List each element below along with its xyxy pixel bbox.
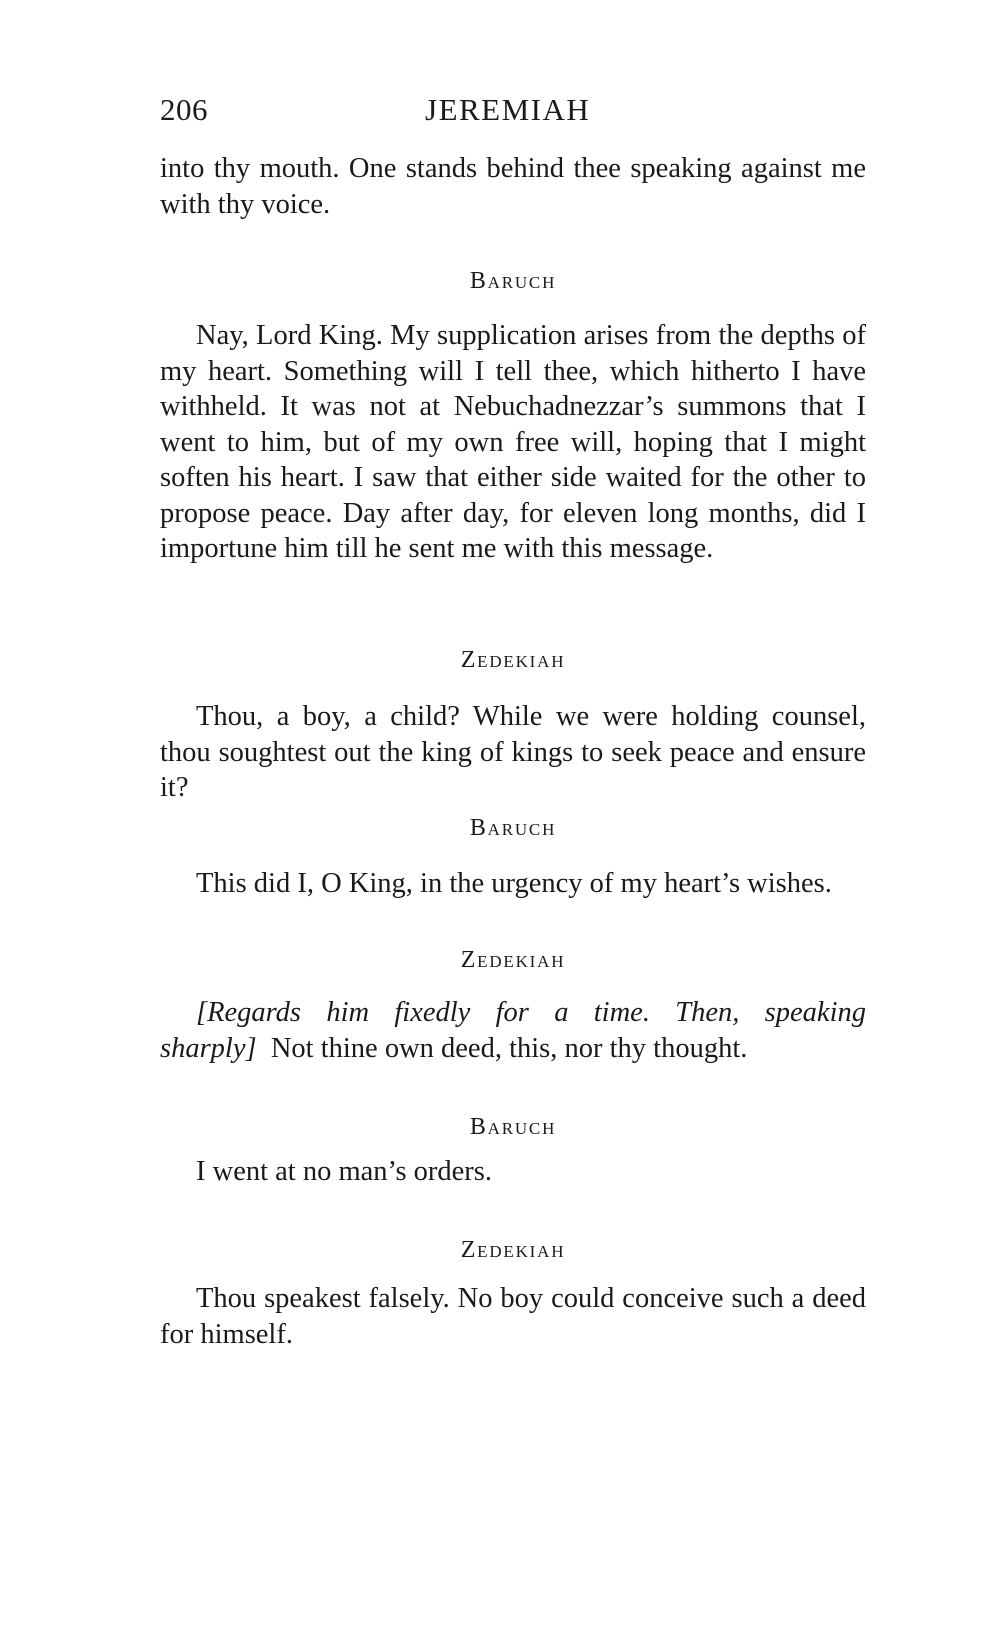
dialogue-paragraph: Thou speakest falsely. No boy could conceive such a deed for himself. [160, 1283, 866, 1350]
speaker-heading: Baruch [469, 815, 557, 841]
speaker-heading: Baruch [469, 268, 557, 294]
dialogue-paragraph: This did I, O King, in the urgency of my heart’s wishes. [196, 868, 832, 899]
speaker-heading: Zedekiah [460, 1237, 566, 1263]
speaker-heading: Baruch [469, 1114, 557, 1140]
speaker-heading: Zedekiah [460, 947, 566, 973]
speaker-heading: Zedekiah [460, 647, 566, 673]
dialogue-paragraph: Thou, a boy, a child? While we were holding counsel, thou soughtest out the king of kings to seek peace and ensure it? [160, 701, 866, 803]
continued-paragraph: into thy mouth. One stands behind thee speaking against me with thy voice. [160, 153, 866, 220]
dialogue-text: Not thine own deed, this, nor thy thought. [270, 1032, 748, 1064]
stage-direction: [Regards him fixedly for a time. Then, speaking sharply] [160, 997, 866, 1064]
dialogue-paragraph: I went at no man’s orders. [196, 1156, 493, 1187]
dialogue-paragraph [160, 995, 866, 1066]
page-number: 206 [160, 92, 208, 127]
dialogue-paragraph: Nay, Lord King. My supplication arises from the depths of my heart. Something will I tell thee, which hitherto I have withheld. It was not at Nebuchadnezzar’s summons that I went to him, but of my own free will, hoping that I might soften his heart. I saw that either side waited for the other to propose peace. Day after day, for eleven long months, did I importune him till he sent me with this message. [160, 320, 866, 564]
running-title: JEREMIAH [425, 92, 591, 127]
